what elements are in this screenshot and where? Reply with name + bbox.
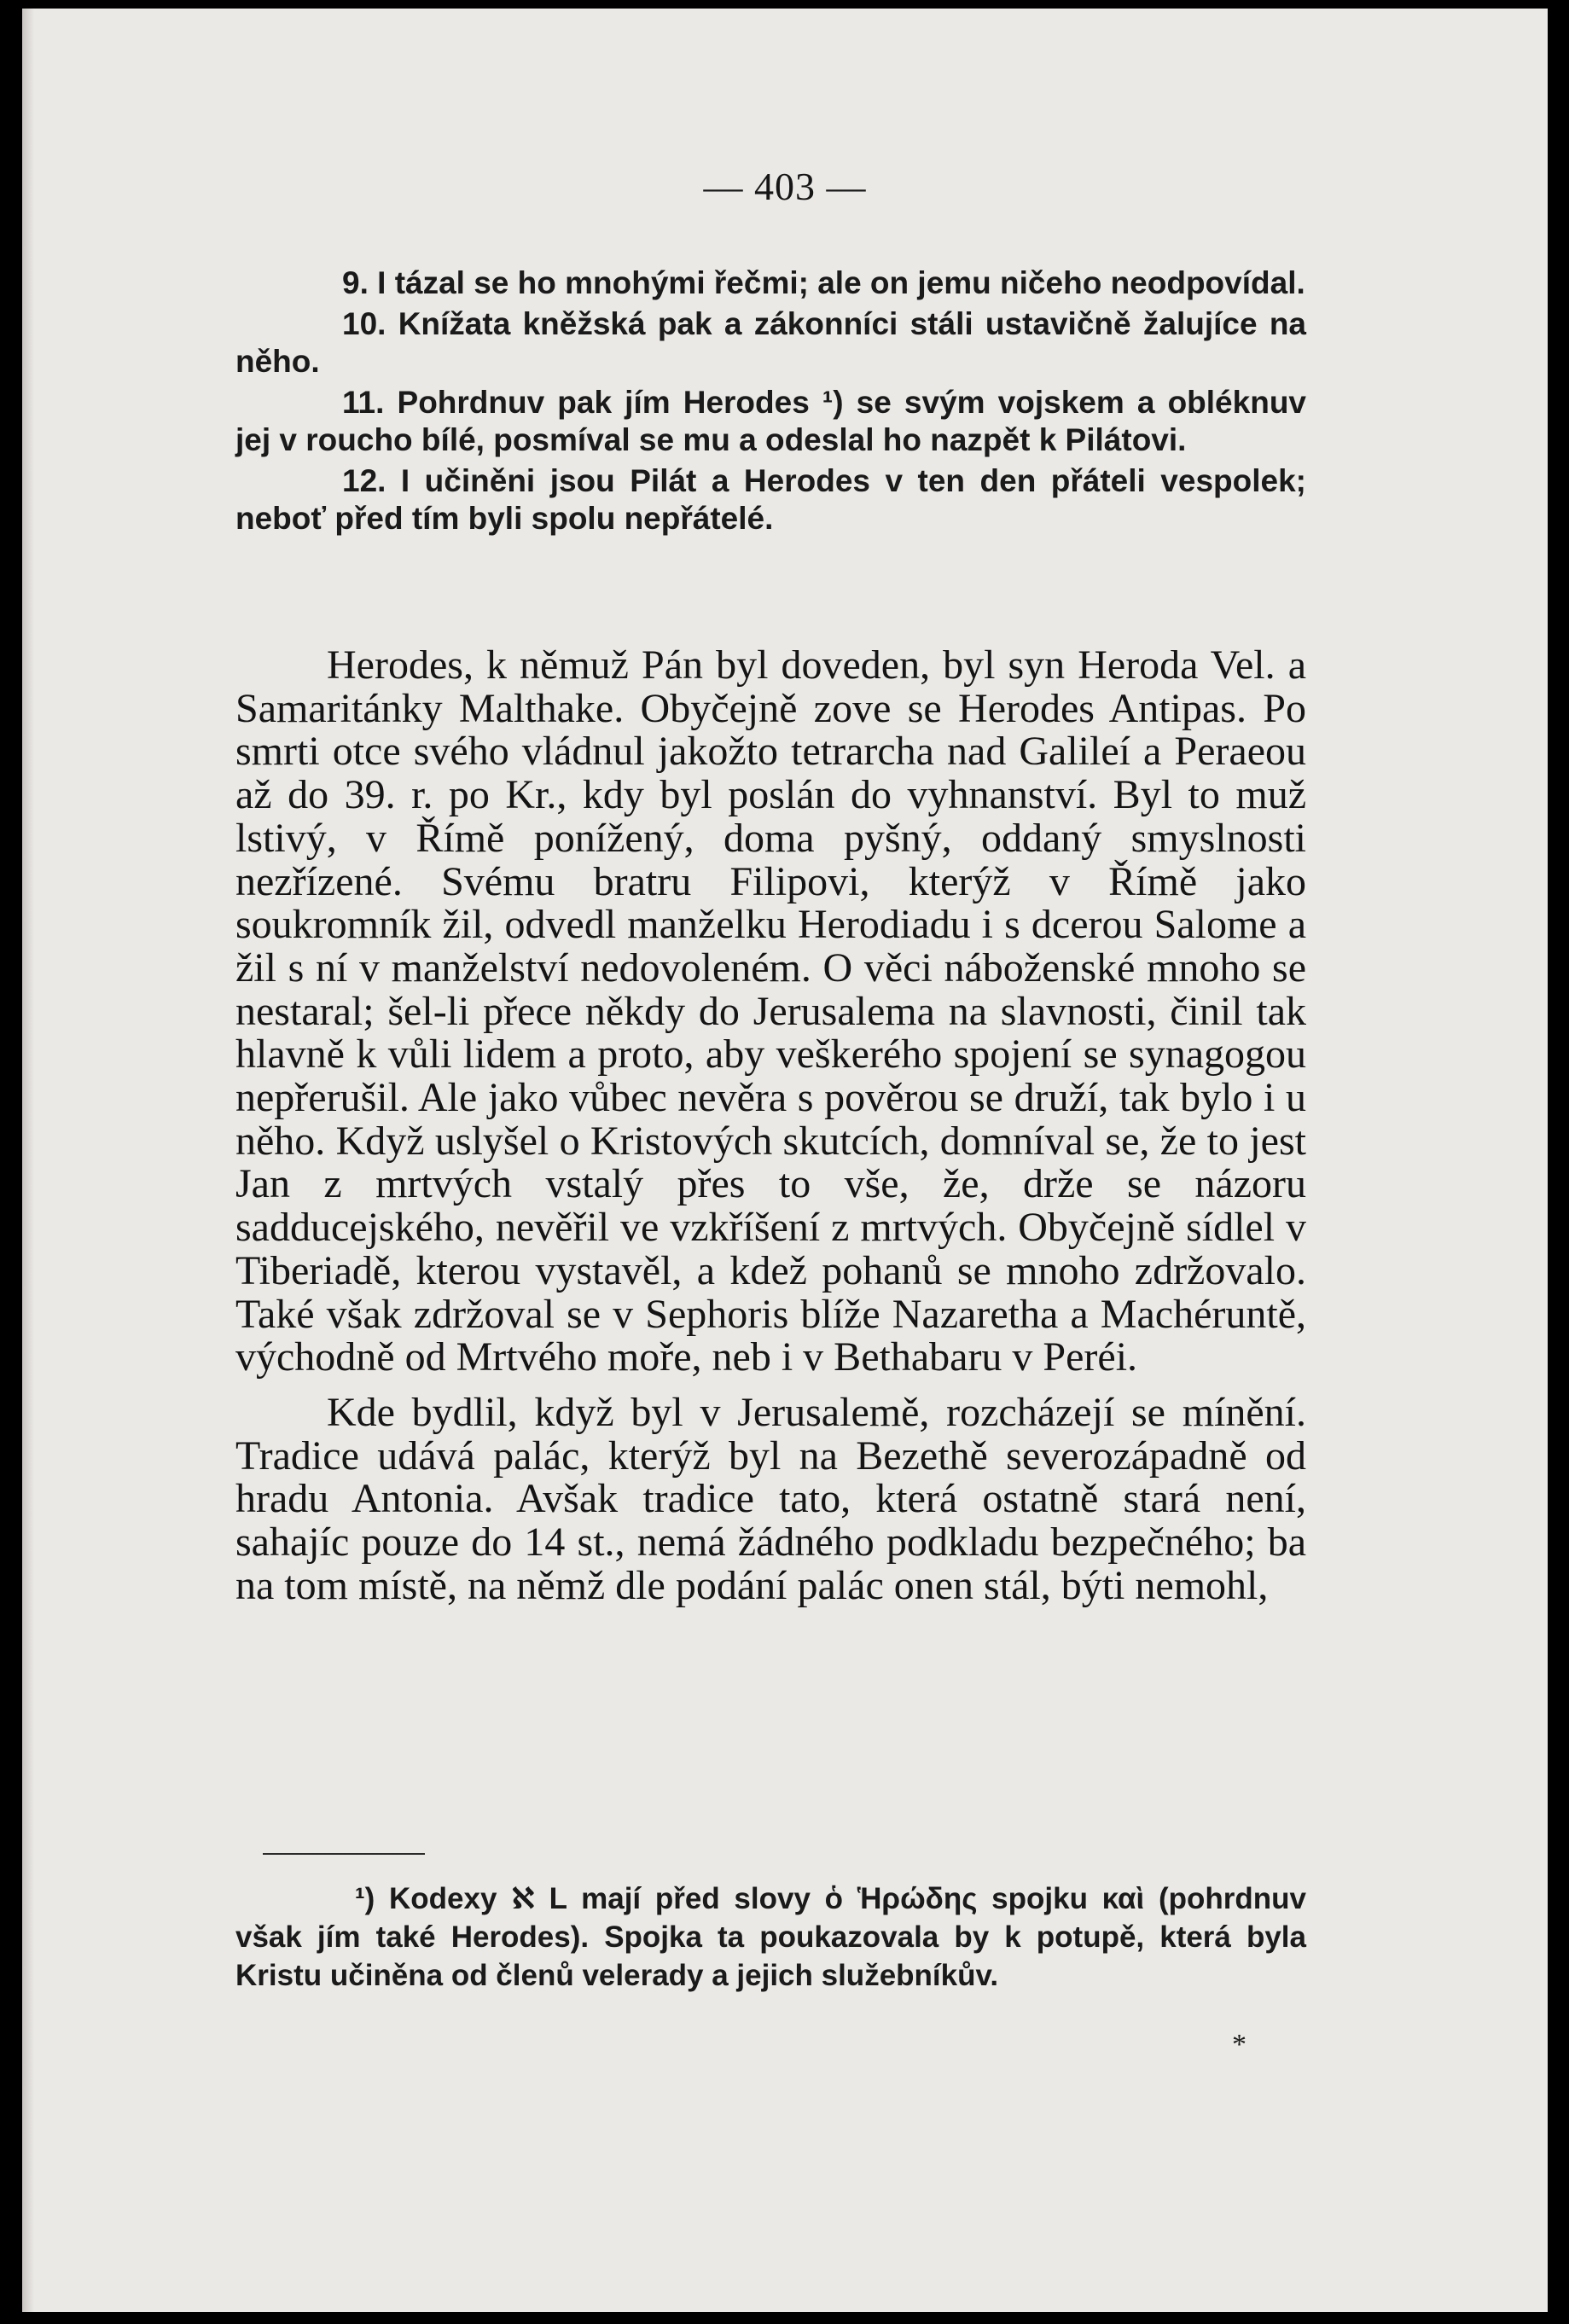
page-edge-shadow <box>22 9 34 2312</box>
book-page <box>22 9 1548 2312</box>
verse-11: 11. Pohrdnuv pak jím Herodes ¹) se svým vojskem a obléknuv jej v roucho bílé, posmíval se mu a odeslal ho nazpět k Pilátovi. <box>235 385 1306 457</box>
footnote: ¹) Kodexy ℵ L mají před slovy ὁ Ἡρώδης spojku καὶ (pohrdnuv však jím také Herodes). Spojka ta poukazovala by k potupě, která byla Kristu učiněna od členů velerady a jejich služebníkův. <box>235 1882 1306 1992</box>
verse-10: 10. Knížata kněžská pak a zákonníci stáli ustavičně žalujíce na něho. <box>235 306 1306 379</box>
commentary-block <box>235 644 1306 1607</box>
signature-mark: * <box>1232 2029 1246 2060</box>
verse-9: 9. I tázal se ho mnohými řečmi; ale on jemu ničeho neodpovídal. <box>342 265 1305 300</box>
verse-12: 12. I učiněni jsou Pilát a Herodes v ten den přáteli vespolek; neboť před tím byli spolu nepřátelé. <box>235 463 1306 536</box>
verse-block <box>235 264 1306 541</box>
footnote-divider <box>263 1853 425 1855</box>
page-number: — 403 — <box>703 165 867 208</box>
commentary-paragraph-residence: Kde bydlil, když byl v Jerusalemě, rozcházejí se mínění. Tradice udává palác, kterýž byl na Bezethě severozápadně od hradu Antonia. Avšak tradice tato, která ostatně stará není, sahajíc pouze do 14 st., nemá žádného podkladu bezpečného; ba na tom místě, na němž dle podání palác onen stál, býti nemohl, <box>235 1389 1306 1608</box>
commentary-paragraph-herodes: Herodes, k němuž Pán byl doveden, byl syn Heroda Vel. a Samaritánky Malthake. Obyčejně zove se Herodes Antipas. Po smrti otce svého vládnul jakožto tetrarcha nad Galileí a Peraeou až do 39. r. po Kr., kdy byl poslán do vyhnanství. Byl to muž lstivý, v Římě ponížený, doma pyšný, oddaný smyslnosti nezřízené. Svému bratru Filipovi, kterýž v Římě jako soukromník žil, odvedl manželku Herodiadu i s dcerou Salome a žil s ní v manželství nedovoleném. O věci náboženské mnoho se nestaral; šel-li přece někdy do Jerusalema na slavnosti, činil tak hlavně k vůli lidem a proto, aby veškerého spojení se synagogou nepřerušil. Ale jako vůbec nevěra s pověrou se druží, tak bylo i u něho. Když uslyšel o Kristových skutcích, domníval se, že to jest Jan z mrtvých vstalý přes to vše, že, drže se názoru sadducejského, nevěřil ve vzkříšení z mrtvých. Obyčejně sídlel v Tiberiadě, kterou vystavěl, a kdež pohanů se mnoho zdržovalo. Také však zdržoval se v Sephoris blíže Nazaretha a Machéruntě, východně od Mrtvého moře, neb i v Bethabaru v Peréi. <box>235 642 1306 1380</box>
